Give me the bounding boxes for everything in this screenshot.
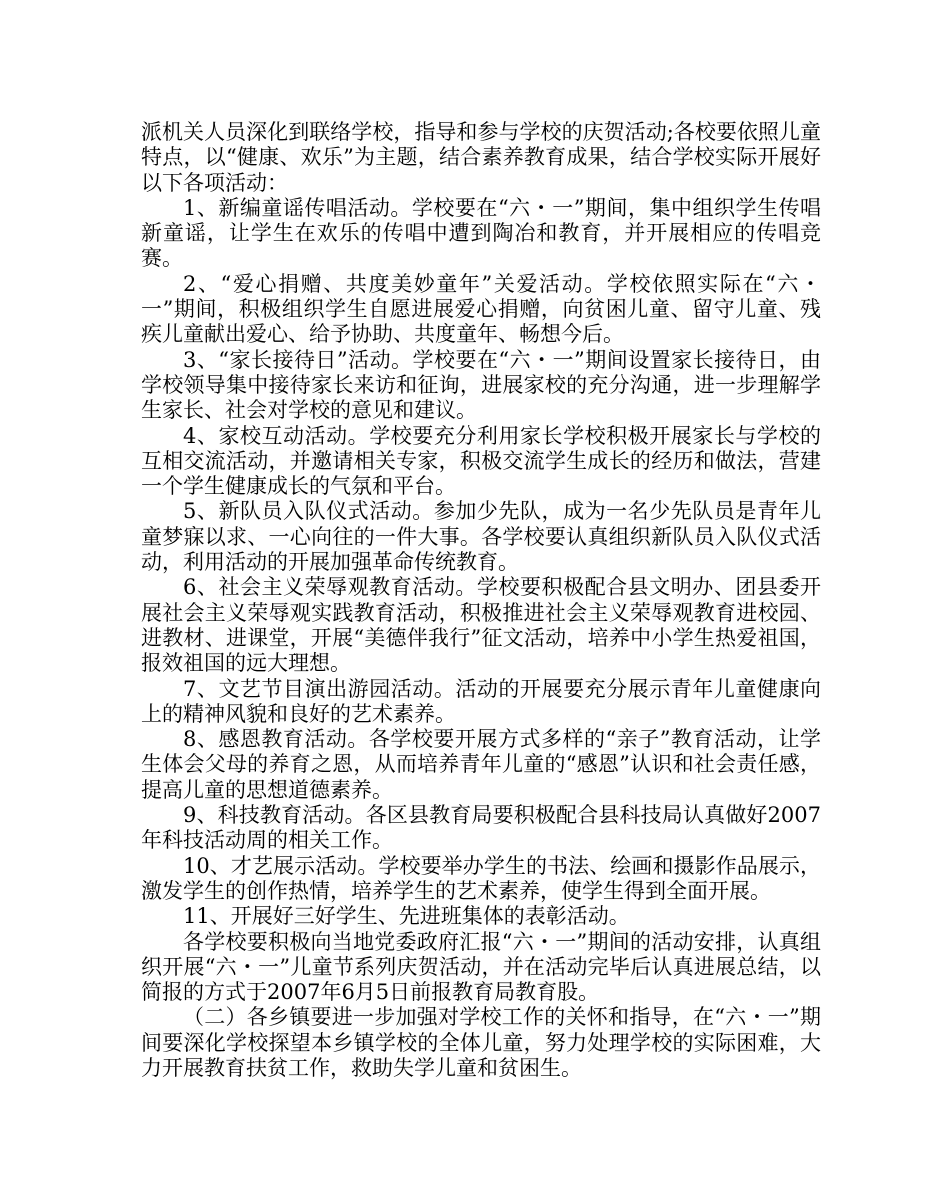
paragraph: 11、开展好三好学生、先进班集体的表彰活动。 — [183, 904, 630, 929]
paragraph: 10、才艺展示活动。学校要举办学生的书法、绘画和摄影作品展示，激发学生的创作热情，培养学生的艺术素养，使学生得到全面开展。 — [141, 853, 821, 903]
paragraph: 3、“家长接待日”活动。学校要在“六・一”期间设置家长接待日，由学校领导集中接待家长来访和征询，进展家校的充分沟通，进一步理解学生家长、社会对学校的意见和建议。 — [141, 347, 821, 423]
paragraph: 1、新编童谣传唱活动。学校要在“六・一”期间，集中组织学生传唱新童谣，让学生在欢乐的传唱中遭到陶冶和教育，并开展相应的传唱竞赛。 — [141, 195, 821, 271]
document-body — [141, 120, 821, 1081]
paragraph: （二）各乡镇要进一步加强对学校工作的关怀和指导，在“六・一”期间要深化学校探望本乡镇学校的全体儿童，努力处理学校的实际困难，大力开展教育扶贫工作，救助失学儿童和贫困生。 — [141, 1005, 821, 1080]
paragraph: 6、社会主义荣辱观教育活动。学校要积极配合县文明办、团县委开展社会主义荣辱观实践教育活动，积极推进社会主义荣辱观教育进校园、进教材、进课堂，开展“美德伴我行”征文活动，培养中小学生热爱祖国，报效祖国的远大理想。 — [141, 575, 821, 676]
paragraph: 4、家校互动活动。学校要充分利用家长学校积极开展家长与学校的互相交流活动，并邀请相关专家，积极交流学生成长的经历和做法，营建一个学生健康成长的气氛和平台。 — [141, 423, 821, 499]
paragraph: 各学校要积极向当地党委政府汇报“六・一”期间的活动安排，认真组织开展“六・一”儿童节系列庆贺活动，并在活动完毕后认真进展总结，以简报的方式于2007年6月5日前报教育局教育股。 — [141, 929, 821, 1005]
paragraph: 2、“爱心捐赠、共度美妙童年”关爱活动。学校依照实际在“六・一”期间，积极组织学生自愿进展爱心捐赠，向贫困儿童、留守儿童、残疾儿童献出爱心、给予协助、共度童年、畅想今后。 — [141, 271, 821, 347]
paragraph: 8、感恩教育活动。各学校要开展方式多样的“亲子”教育活动，让学生体会父母的养育之恩，从而培养青年儿童的“感恩”认识和社会责任感，提高儿童的思想道德素养。 — [141, 727, 821, 802]
paragraph: 派机关人员深化到联络学校，指导和参与学校的庆贺活动;各校要依照儿童特点，以“健康、欢乐”为主题，结合素养教育成果，结合学校实际开展好以下各项活动： — [141, 120, 821, 195]
paragraph: 7、文艺节目演出游园活动。活动的开展要充分展示青年儿童健康向上的精神风貌和良好的艺术素养。 — [141, 676, 821, 726]
paragraph: 9、科技教育活动。各区县教育局要积极配合县科技局认真做好2007年科技活动周的相关工作。 — [141, 803, 821, 853]
paragraph: 5、新队员入队仪式活动。参加少先队，成为一名少先队员是青年儿童梦寐以求、一心向往的一件大事。各学校要认真组织新队员入队仪式活动，利用活动的开展加强革命传统教育。 — [141, 499, 821, 575]
